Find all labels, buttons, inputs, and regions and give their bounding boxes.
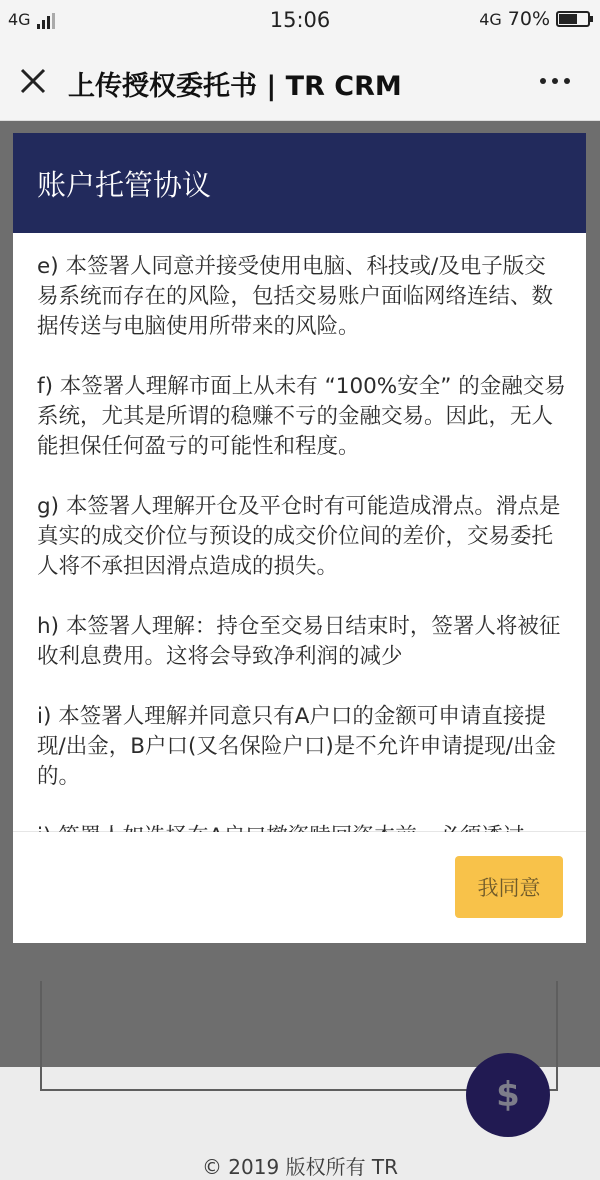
agree-button[interactable]: 我同意 bbox=[455, 856, 563, 918]
more-icon[interactable] bbox=[540, 78, 570, 84]
clause-g: g) 本签署人理解开仓及平仓时有可能造成滑点。滑点是真实的成交价位与预设的成交价位间的差价，交易委托人将不承担因滑点造成的损失。 bbox=[37, 494, 561, 579]
close-icon[interactable] bbox=[20, 68, 46, 94]
modal-title: 账户托管协议 bbox=[37, 168, 212, 202]
payment-fab-button[interactable] bbox=[466, 1053, 550, 1137]
status-right bbox=[479, 8, 590, 30]
battery-percent: 70% bbox=[507, 8, 550, 30]
modal-header bbox=[13, 133, 586, 233]
nav-bar bbox=[0, 42, 600, 121]
battery-fill bbox=[559, 14, 577, 24]
agreement-scroll-area[interactable] bbox=[13, 233, 586, 832]
status-time: 15:06 bbox=[269, 8, 331, 32]
status-bar bbox=[0, 0, 600, 42]
clause-i: i) 本签署人理解并同意只有A户口的金额可申请直接提现/出金，B户口(又名保险户口)是不允许申请提现/出金的。 bbox=[37, 704, 557, 789]
network-type-left: 4G bbox=[8, 10, 31, 29]
modal-footer bbox=[13, 832, 586, 943]
dollar-icon: $ bbox=[496, 1075, 520, 1115]
agreement-modal bbox=[13, 133, 586, 943]
copyright-footer: © 2019 版权所有 TR bbox=[201, 1155, 399, 1179]
battery-icon bbox=[556, 11, 590, 27]
clause-f: f) 本签署人理解市面上从未有 “100%安全” 的金融交易系统，尤其是所谓的稳赚不亏的金融交易。因此，无人能担保任何盈亏的可能性和程度。 bbox=[37, 374, 566, 459]
network-type-right: 4G bbox=[479, 9, 502, 29]
clause-h: h) 本签署人理解：持仓至交易日结束时，签署人将被征收利息费用。这将会导致净利润的减少 bbox=[37, 614, 561, 669]
page-title: 上传授权委托书 | TR CRM bbox=[68, 71, 402, 102]
clause-e: e) 本签署人同意并接受使用电脑、科技或/及电子版交易系统而存在的风险，包括交易账户面临网络连结、数据传送与电脑使用所带来的风险。 bbox=[37, 254, 554, 339]
